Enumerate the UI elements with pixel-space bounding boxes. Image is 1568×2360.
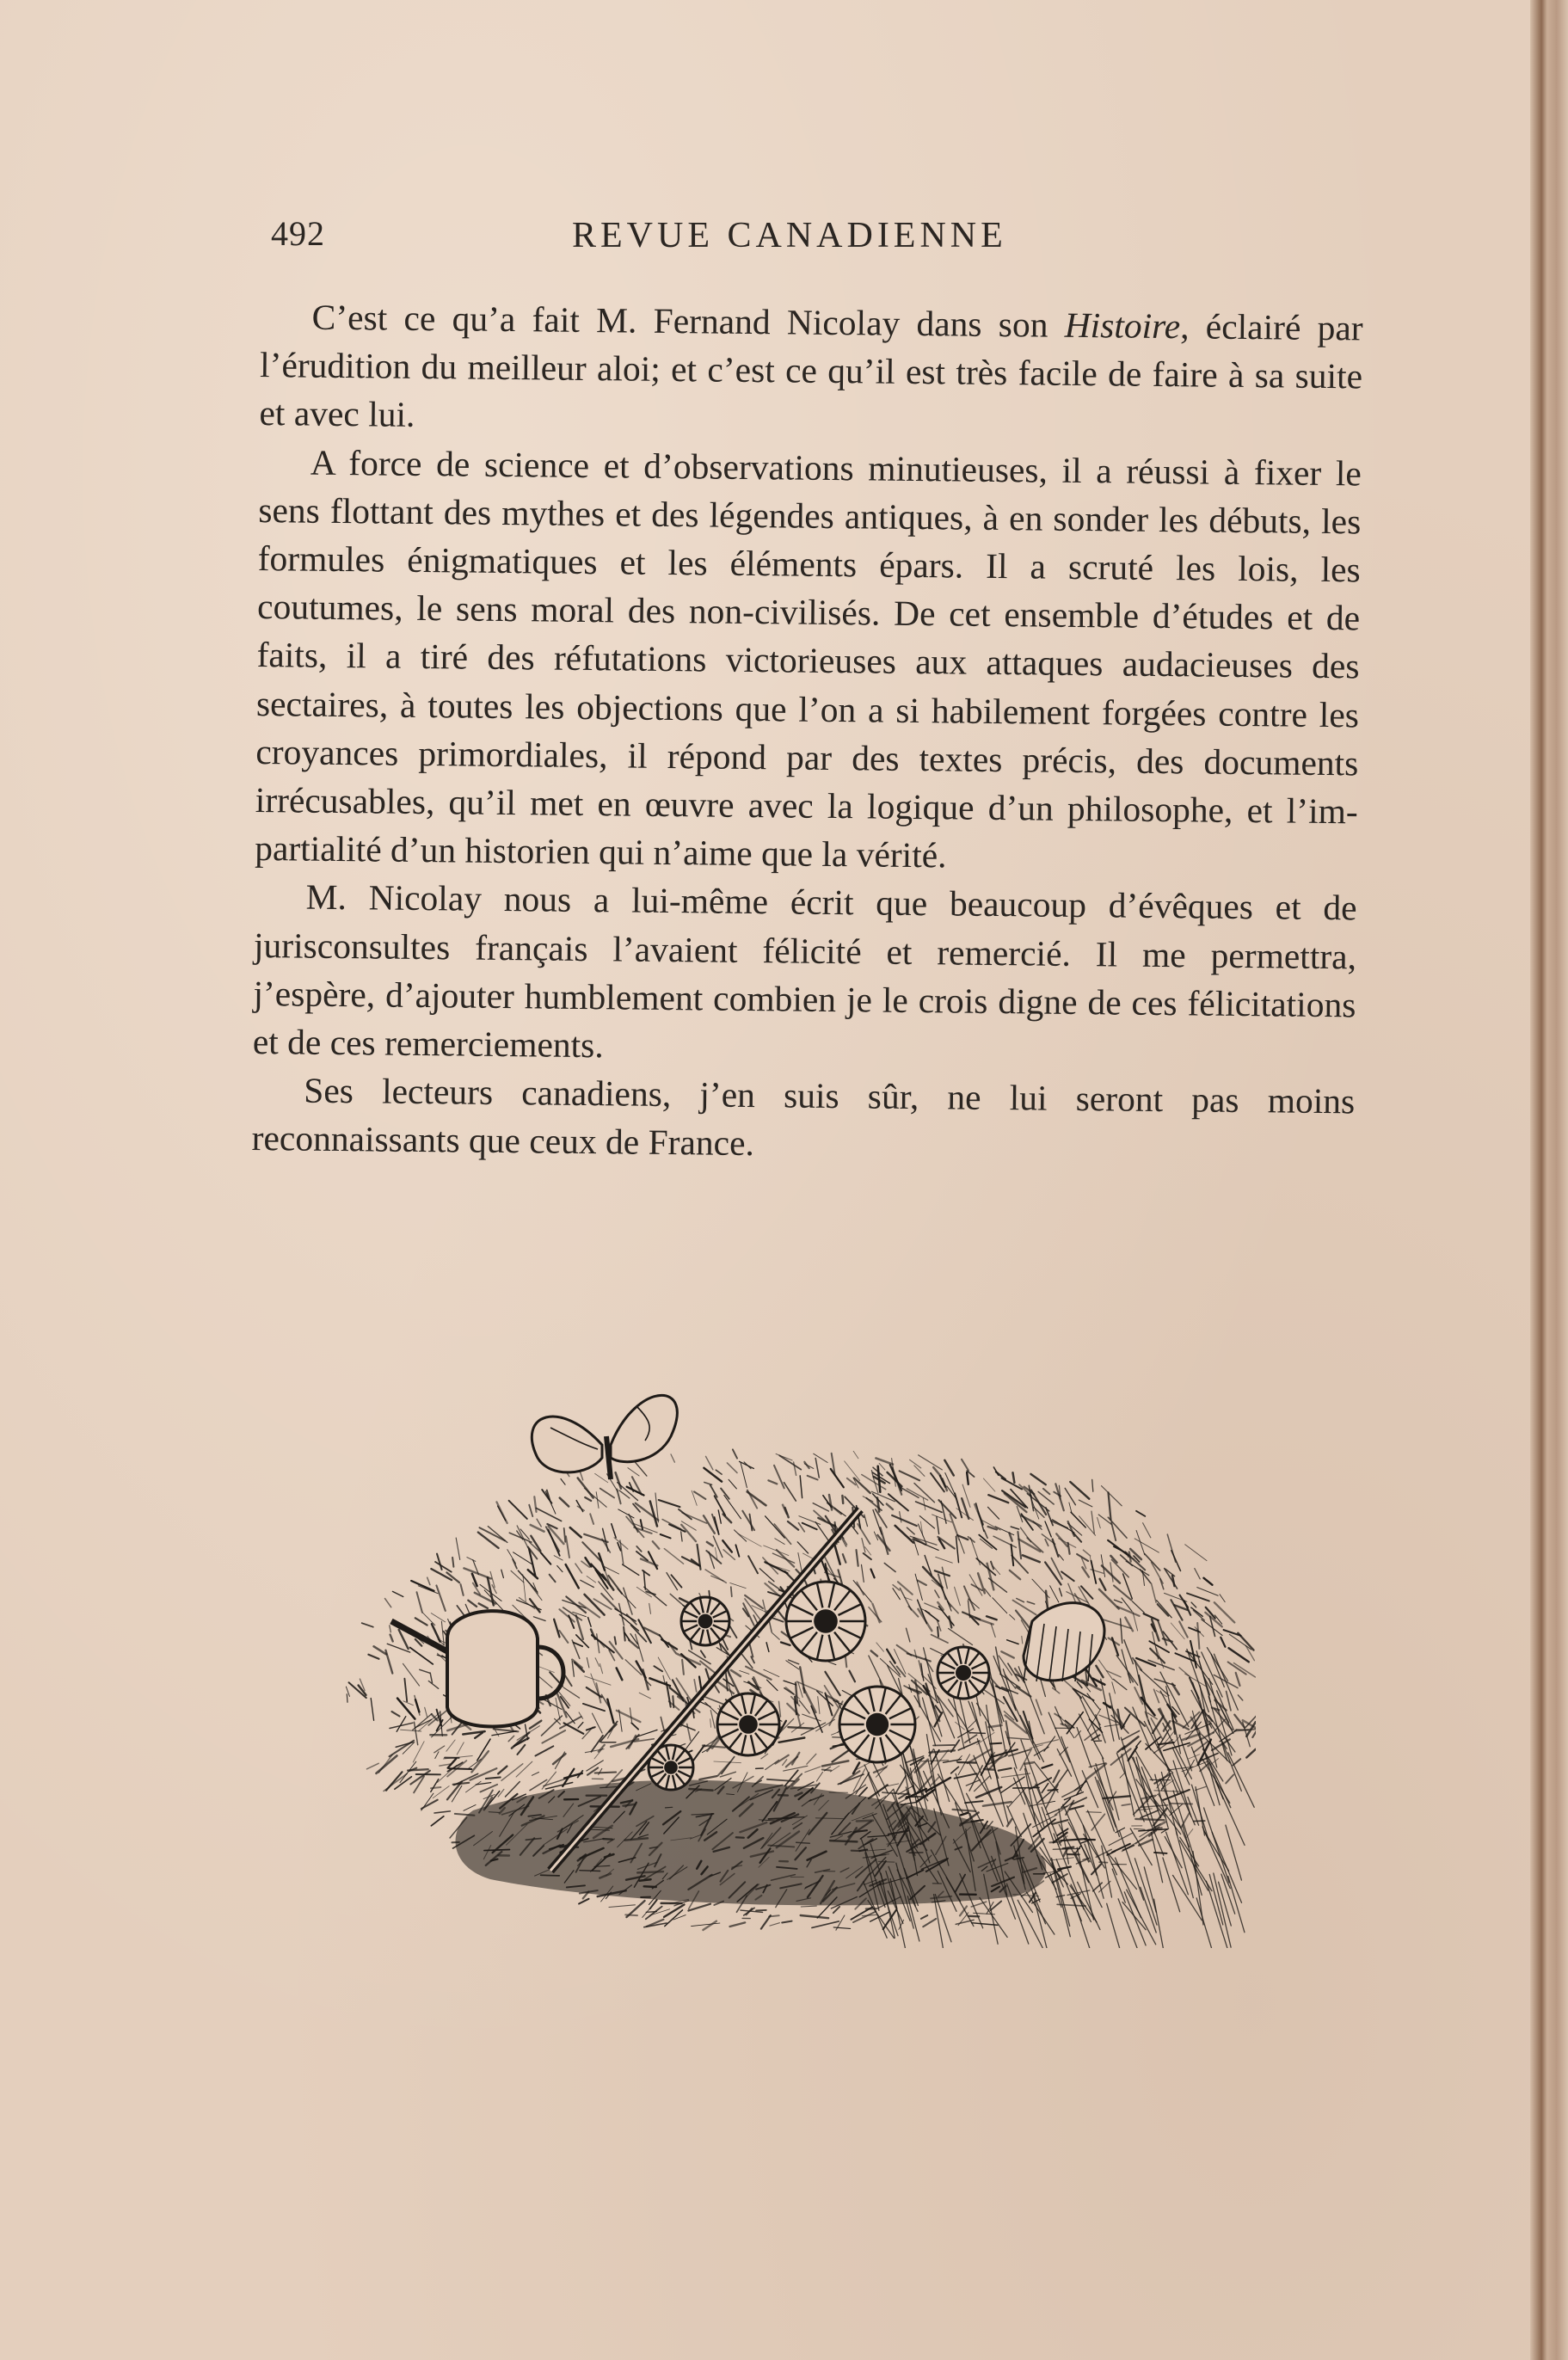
journal-title: REVUE CANADIENNE — [572, 216, 1007, 255]
paragraph-3: M. Nicolay nous a lui-même écrit que beaucoup d’évêques et de jurisconsultes français l’avaient félicité et remercié. Il me permettra, j’espère, d’ajouter humblement combien je le crois digne de ces félicitations et de ces remerciements. — [252, 877, 1357, 1066]
page-number: 492 — [271, 214, 325, 253]
paragraph-1 — [259, 292, 1363, 449]
engraved-tailpiece-flowers-tools-butterfly-icon — [344, 1363, 1256, 1948]
paragraph-1-after: , éclairé par l’érudition du meilleur aloi; et c’est ce qu’il est très facile de faire à sa suite et avec lui. — [259, 306, 1363, 435]
page-edge — [1530, 0, 1568, 2360]
paragraph-2: A force de science et d’observations minutieuses, il a réussi à fixer le sens flottant des mythes et des légendes antiques, à en sonder les débuts, les formules énigmatiques et les éléments épars. Il a scruté les lois, les coutumes, le sens moral des non-civilisés. De cet ensemble d’études et de faits, il a tiré des réfutations victorieuses aux attaques audacieuses des sectaires, à toutes les objections que l’on a si habilement forgées contre les croyances primordiales, il répond par des textes précis, des documents irrécusables, qu’il met en œuvre avec la logique d’un philosophe, et l’impartialité d’un historien qui n’aime que la vérité. — [254, 442, 1362, 876]
paragraph-4: Ses lecteurs canadiens, j’en suis sûr, ne lui seront pas moins reconnaissants que ceux de France. — [251, 1070, 1356, 1164]
paragraph-1-before: C’est ce qu’a fait M. Fernand Nicolay dans son — [311, 297, 1065, 345]
engraving-svg — [344, 1363, 1256, 1948]
book-title-histoire: Histoire — [1064, 304, 1181, 347]
article-body — [251, 292, 1363, 1174]
running-head — [271, 213, 1389, 265]
